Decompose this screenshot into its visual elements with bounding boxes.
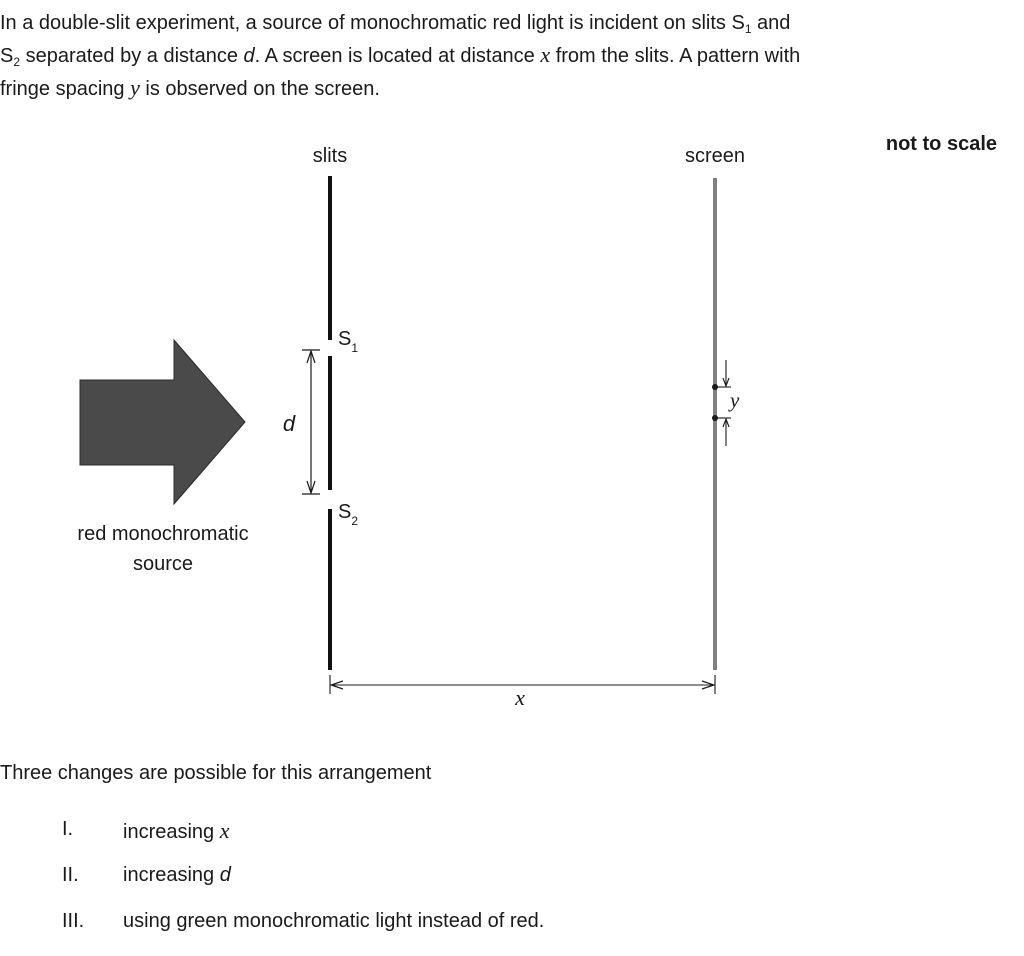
intro-text: S	[0, 45, 14, 67]
item-text: increasing x	[123, 818, 230, 843]
d-dimension	[283, 350, 320, 494]
intro-text: . A screen is located at distance	[254, 45, 541, 67]
x-dimension	[330, 675, 715, 710]
not-to-scale-label: not to scale	[885, 133, 997, 155]
s2-label: $S_2$	[338, 501, 359, 528]
s1-subscript: 1	[744, 22, 752, 36]
intro-text: In a double-slit experiment, a source of monochromatic red light is incident on slits S	[0, 12, 745, 34]
var-x: x	[540, 42, 551, 67]
screen-label: screen	[684, 145, 746, 167]
x-label: x	[515, 685, 525, 710]
intro-text: is observed on the screen.	[139, 78, 380, 100]
s1-label: $S_1$	[338, 328, 359, 355]
var-x: x	[219, 818, 230, 843]
d-label: d	[282, 411, 296, 436]
changes-intro: Three changes are possible for this arrangement	[0, 762, 432, 784]
source-label-line1: red monochromatic	[77, 523, 249, 545]
var-y: y	[130, 75, 140, 100]
slits-label: slits	[312, 145, 348, 167]
s2-subscript: 2	[13, 55, 21, 69]
intro-text: from the slits. A pattern with	[550, 45, 801, 67]
item-text: increasing d	[123, 864, 231, 886]
item-number: I.	[62, 818, 74, 840]
intro-text: and	[751, 12, 791, 34]
item-number: II.	[62, 864, 79, 886]
item-number: III.	[62, 910, 85, 932]
intro-text: fringe spacing	[0, 78, 131, 100]
item-text: using green monochromatic light instead of red.	[123, 910, 545, 932]
var-d: d	[219, 864, 231, 886]
source-label-line2: source	[132, 553, 194, 575]
source-arrow-icon	[80, 340, 245, 504]
var-d: d	[243, 45, 255, 67]
intro-text: separated by a distance	[20, 45, 244, 67]
y-label: y	[730, 388, 740, 412]
